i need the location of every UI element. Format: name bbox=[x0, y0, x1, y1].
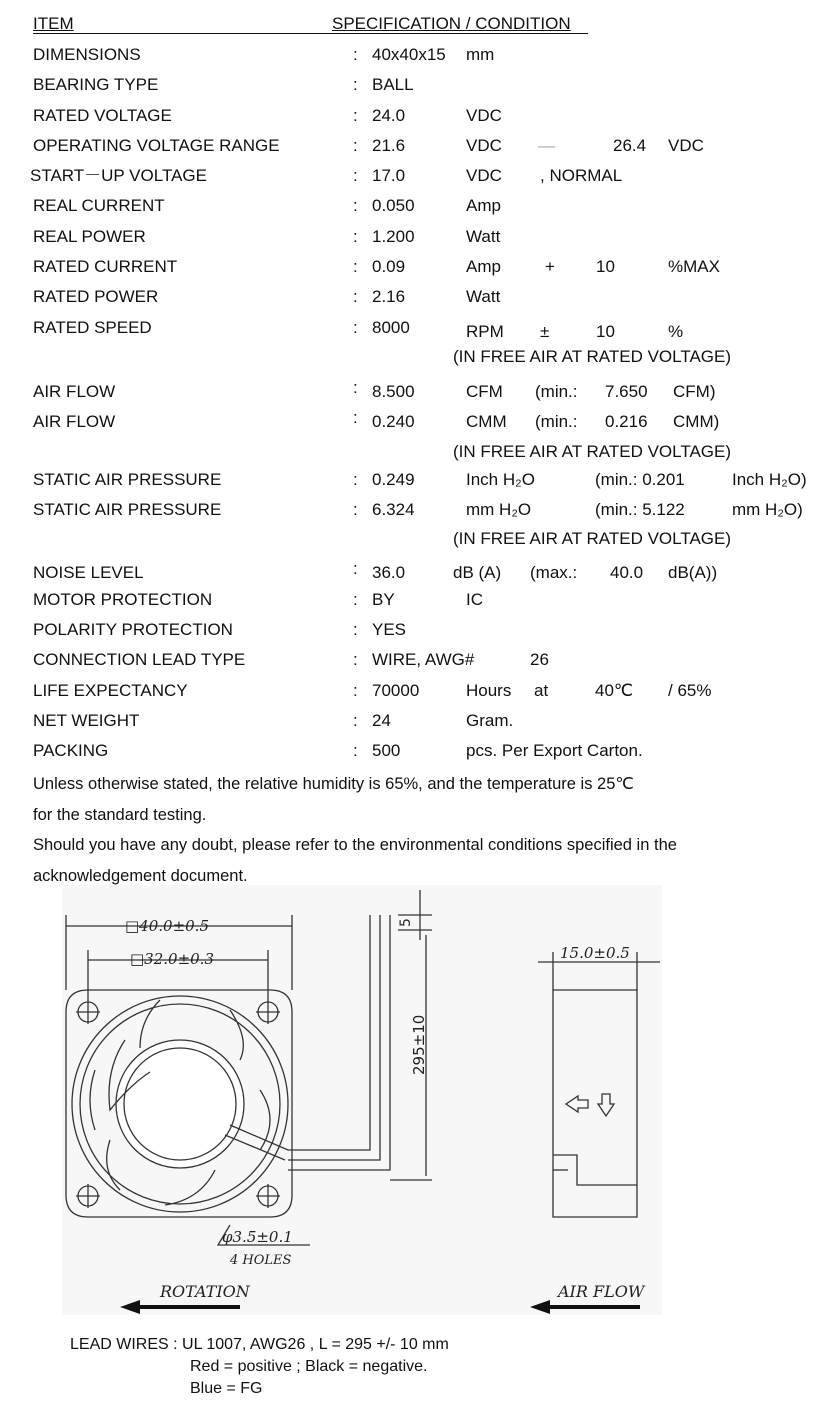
spec-label: BEARING TYPE bbox=[33, 75, 159, 94]
spec-separator: : bbox=[353, 136, 358, 155]
spec-value: 36.0 bbox=[372, 563, 406, 582]
note-line-2: for the standard testing. bbox=[33, 806, 207, 824]
spec-value: RPM bbox=[466, 322, 504, 341]
spec-value: 6.324 bbox=[372, 500, 415, 519]
lead-wires-color-red-black: Red = positive ; Black = negative. bbox=[190, 1358, 428, 1375]
spec-value: dB (A) bbox=[453, 563, 502, 582]
spec-label: RATED SPEED bbox=[33, 318, 152, 337]
spec-value: Gram. bbox=[466, 711, 514, 730]
spec-value: , NORMAL bbox=[540, 166, 623, 185]
spec-value: CFM bbox=[466, 382, 503, 401]
spec-value: VDC bbox=[466, 166, 502, 185]
spec-condition-note: (IN FREE AIR AT RATED VOLTAGE) bbox=[453, 442, 732, 461]
spec-label: STATIC AIR PRESSURE bbox=[33, 500, 222, 519]
spec-value: CMM) bbox=[673, 412, 720, 431]
spec-value: 17.0 bbox=[372, 166, 406, 185]
spec-value: 10 bbox=[596, 257, 615, 276]
spec-value: VDC bbox=[466, 106, 502, 125]
column-header-item: ITEM bbox=[33, 14, 74, 33]
note-line-3: Should you have any doubt, please refer to the environmental conditions specified in the bbox=[33, 836, 677, 854]
spec-value: Amp bbox=[466, 257, 501, 276]
spec-value: 21.6 bbox=[372, 136, 406, 155]
spec-label: STATIC AIR PRESSURE bbox=[33, 470, 222, 489]
spec-label: NET WEIGHT bbox=[33, 711, 140, 730]
spec-label: AIR FLOW bbox=[33, 382, 116, 401]
spec-value: 40℃ bbox=[595, 681, 634, 700]
spec-separator: : bbox=[353, 650, 358, 669]
lead-wires-spec: LEAD WIRES : UL 1007, AWG26 , L = 295 +/- 10 mm bbox=[70, 1336, 449, 1353]
spec-separator: : bbox=[353, 559, 358, 578]
spec-label: AIR FLOW bbox=[33, 412, 116, 431]
spec-label: REAL POWER bbox=[33, 227, 146, 246]
spec-value: Watt bbox=[466, 287, 501, 306]
spec-value: + bbox=[545, 257, 555, 276]
spec-separator: : bbox=[353, 75, 358, 94]
spec-separator: : bbox=[353, 378, 358, 397]
spec-value: dB(A)) bbox=[668, 563, 718, 582]
spec-value: Inch H₂O) bbox=[732, 470, 807, 489]
spec-value: IC bbox=[466, 590, 483, 609]
spec-value: YES bbox=[372, 620, 407, 639]
spec-value: (min.: bbox=[535, 412, 578, 431]
dim-depth-label: 15.0±0.5 bbox=[560, 944, 630, 962]
spec-value: WIRE, AWG# bbox=[372, 650, 475, 669]
spec-value: 0.216 bbox=[605, 412, 648, 431]
spec-separator: : bbox=[353, 408, 358, 427]
spec-value: (min.: bbox=[535, 382, 578, 401]
spec-separator: : bbox=[353, 45, 358, 64]
spec-separator: : bbox=[353, 318, 358, 337]
spec-value: Inch H₂O bbox=[466, 470, 535, 489]
dim-inner-label: □32.0±0.3 bbox=[130, 950, 214, 968]
spec-separator: : bbox=[353, 196, 358, 215]
spec-value: mm H₂O) bbox=[732, 500, 803, 519]
spec-value: 26 bbox=[530, 650, 549, 669]
spec-value: mm H₂O bbox=[466, 500, 532, 519]
spec-value: 1.200 bbox=[372, 227, 415, 246]
spec-value: Watt bbox=[466, 227, 501, 246]
spec-value: mm bbox=[466, 45, 495, 64]
spec-label: REAL CURRENT bbox=[33, 196, 165, 215]
spec-label: CONNECTION LEAD TYPE bbox=[33, 650, 246, 669]
spec-label: OPERATING VOLTAGE RANGE bbox=[33, 136, 280, 155]
spec-label: PACKING bbox=[33, 741, 109, 760]
spec-separator: : bbox=[353, 711, 358, 730]
spec-separator: : bbox=[353, 681, 358, 700]
spec-separator: : bbox=[353, 287, 358, 306]
spec-label: RATED POWER bbox=[33, 287, 159, 306]
spec-condition-note: (IN FREE AIR AT RATED VOLTAGE) bbox=[453, 347, 732, 366]
airflow-label: AIR FLOW bbox=[558, 1282, 645, 1301]
spec-value: 40x40x15 bbox=[372, 45, 446, 64]
spec-label: POLARITY PROTECTION bbox=[33, 620, 233, 639]
spec-value: 8000 bbox=[372, 318, 410, 337]
spec-separator: : bbox=[353, 590, 358, 609]
note-line-4: acknowledgement document. bbox=[33, 867, 248, 885]
spec-value: CFM) bbox=[673, 382, 716, 401]
spec-value: 0.249 bbox=[372, 470, 415, 489]
dim-lead-offset-label: 5 bbox=[398, 918, 414, 927]
note-line-1: Unless otherwise stated, the relative humidity is 65%, and the temperature is 25℃ bbox=[33, 775, 634, 793]
spec-separator: : bbox=[353, 166, 358, 185]
spec-value: 2.16 bbox=[372, 287, 406, 306]
spec-label: DIMENSIONS bbox=[33, 45, 141, 64]
spec-value: BALL bbox=[372, 75, 414, 94]
spec-separator: : bbox=[353, 227, 358, 246]
dim-lead-length-label: 295±10 bbox=[410, 1014, 428, 1075]
spec-value: (min.: 5.122 bbox=[595, 500, 685, 519]
spec-value: 8.500 bbox=[372, 382, 415, 401]
spec-value: 24 bbox=[372, 711, 391, 730]
spec-value: 7.650 bbox=[605, 382, 648, 401]
spec-separator: : bbox=[353, 620, 358, 639]
spec-value: 500 bbox=[372, 741, 401, 760]
spec-value: CMM bbox=[466, 412, 507, 431]
spec-value: 70000 bbox=[372, 681, 420, 700]
spec-value: Hours bbox=[466, 681, 512, 700]
spec-value: 0.050 bbox=[372, 196, 415, 215]
spec-value: pcs. Per Export Carton. bbox=[466, 741, 643, 760]
column-header-spec: SPECIFICATION / CONDITION bbox=[332, 14, 571, 33]
spec-value: 0.09 bbox=[372, 257, 406, 276]
spec-value: ± bbox=[540, 322, 550, 341]
spec-value: — bbox=[538, 136, 555, 155]
spec-label: RATED CURRENT bbox=[33, 257, 178, 276]
spec-value: % bbox=[668, 322, 684, 341]
spec-value: 10 bbox=[596, 322, 615, 341]
header-rule bbox=[33, 33, 588, 34]
spec-value: VDC bbox=[466, 136, 502, 155]
dim-hole-label: φ3.5±0.1 bbox=[222, 1228, 293, 1246]
spec-value: 0.240 bbox=[372, 412, 415, 431]
spec-value: Amp bbox=[466, 196, 501, 215]
spec-value: / 65% bbox=[668, 681, 712, 700]
spec-value: at bbox=[534, 681, 549, 700]
fan-mechanical-drawing bbox=[0, 885, 830, 1330]
spec-separator: : bbox=[353, 106, 358, 125]
spec-separator: : bbox=[353, 741, 358, 760]
spec-label: LIFE EXPECTANCY bbox=[33, 681, 188, 700]
spec-value: (max.: bbox=[530, 563, 578, 582]
spec-label: NOISE LEVEL bbox=[33, 563, 144, 582]
spec-value: 26.4 bbox=[613, 136, 647, 155]
dim-outer-label: □40.0±0.5 bbox=[125, 917, 209, 935]
spec-label: START－UP VOLTAGE bbox=[30, 166, 207, 185]
spec-value: %MAX bbox=[668, 257, 720, 276]
spec-value: 40.0 bbox=[610, 563, 644, 582]
rotation-label: ROTATION bbox=[160, 1282, 250, 1301]
hole-count-label: 4 HOLES bbox=[230, 1253, 292, 1268]
spec-condition-note: (IN FREE AIR AT RATED VOLTAGE) bbox=[453, 529, 732, 548]
spec-value: 24.0 bbox=[372, 106, 406, 125]
spec-separator: : bbox=[353, 470, 358, 489]
spec-value: BY bbox=[372, 590, 395, 609]
spec-value: VDC bbox=[668, 136, 704, 155]
spec-value: (min.: 0.201 bbox=[595, 470, 685, 489]
spec-label: MOTOR PROTECTION bbox=[33, 590, 213, 609]
lead-wires-color-blue: Blue = FG bbox=[190, 1380, 263, 1397]
spec-separator: : bbox=[353, 257, 358, 276]
spec-separator: : bbox=[353, 500, 358, 519]
spec-label: RATED VOLTAGE bbox=[33, 106, 172, 125]
